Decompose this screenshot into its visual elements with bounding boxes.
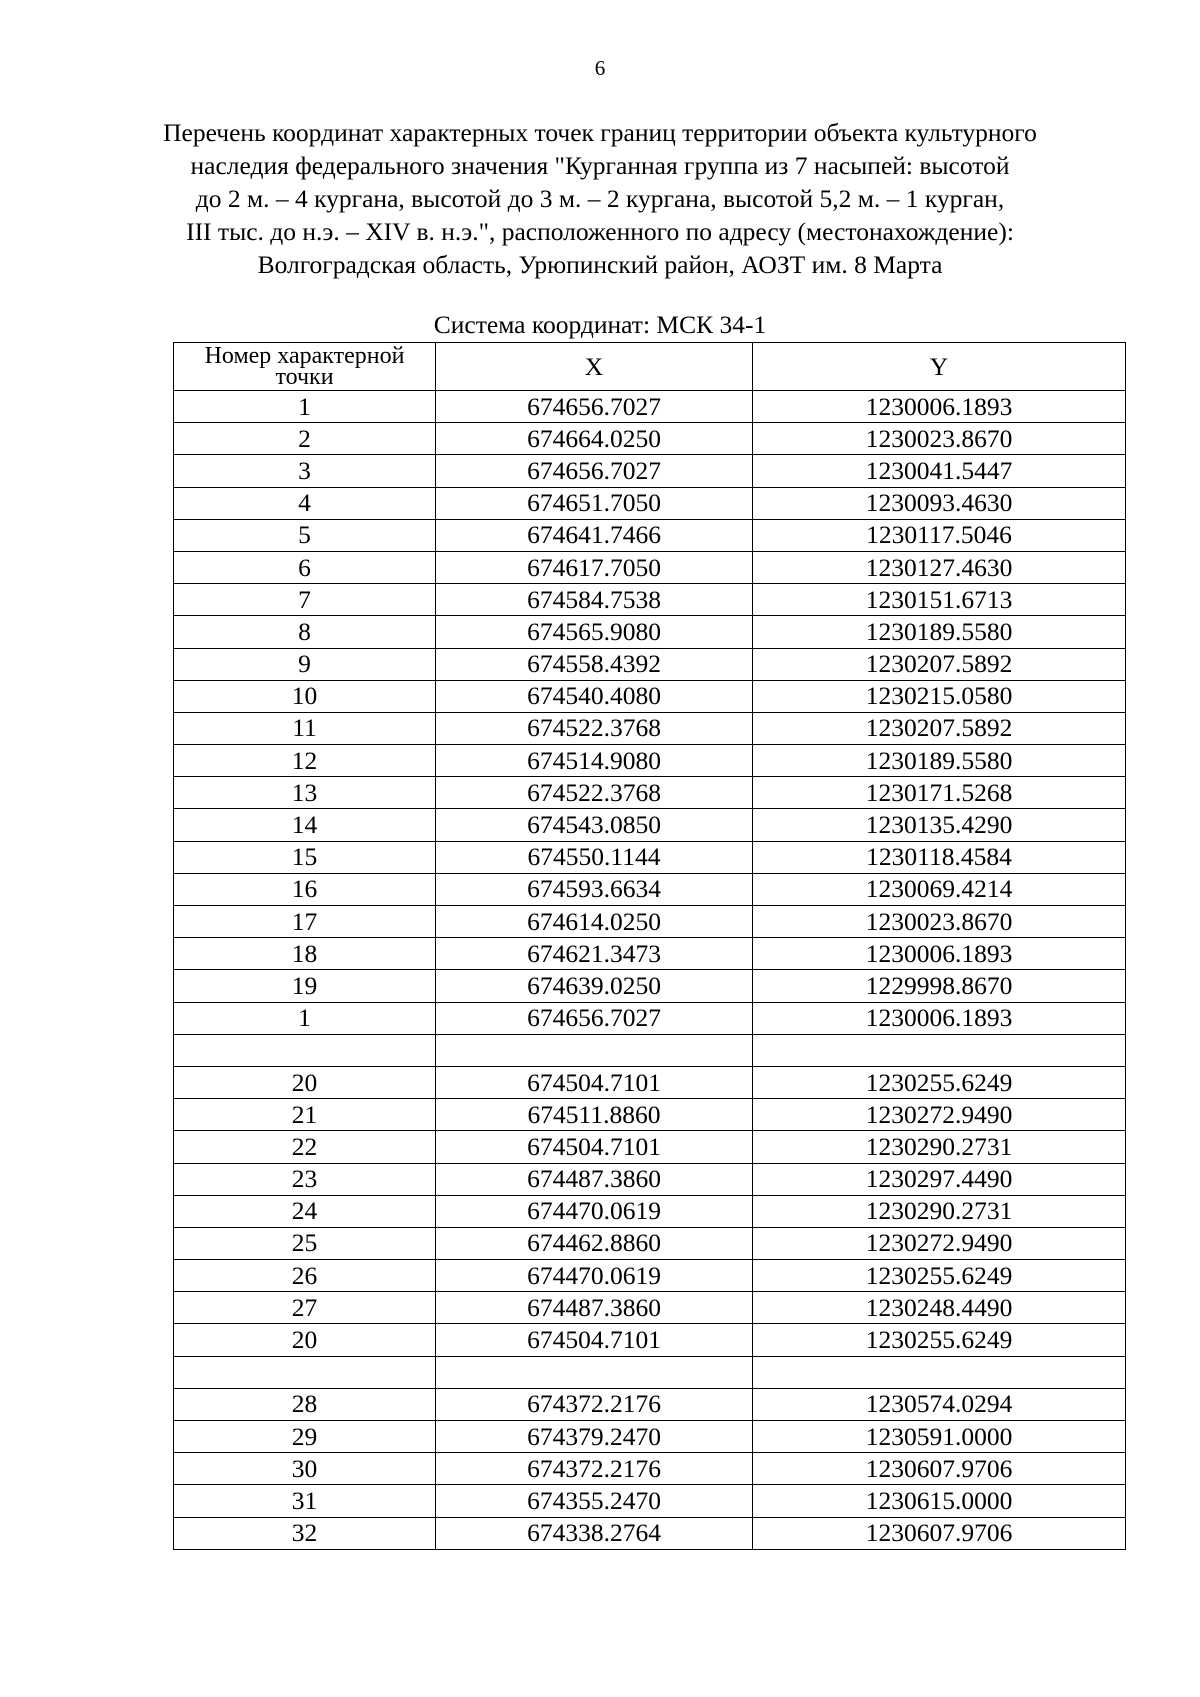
point-number-cell: 24	[174, 1195, 436, 1227]
table-row	[174, 519, 1126, 551]
table-row	[174, 809, 1126, 841]
y-cell: 1230041.5447	[753, 455, 1126, 487]
x-cell: 674651.7050	[436, 487, 753, 519]
x-cell: 674656.7027	[436, 1002, 753, 1034]
point-number-cell: 29	[174, 1421, 436, 1453]
page-number: 6	[594, 56, 606, 80]
table-row	[174, 712, 1126, 744]
x-cell: 674338.2764	[436, 1517, 753, 1549]
y-cell: 1230607.9706	[753, 1453, 1126, 1485]
point-number-cell: 12	[174, 745, 436, 777]
document-heading	[160, 116, 1040, 281]
x-cell: 674511.8860	[436, 1099, 753, 1131]
point-number-cell: 20	[174, 1066, 436, 1098]
table-row	[174, 1002, 1126, 1034]
y-cell: 1230189.5580	[753, 616, 1126, 648]
y-cell: 1230207.5892	[753, 648, 1126, 680]
table-row	[174, 1421, 1126, 1453]
table-row	[174, 455, 1126, 487]
y-cell: 1230118.4584	[753, 841, 1126, 873]
point-number-cell: 21	[174, 1099, 436, 1131]
table-row	[174, 1453, 1126, 1485]
x-cell: 674656.7027	[436, 455, 753, 487]
point-number-cell: 3	[174, 455, 436, 487]
heading-line: до 2 м. – 4 кургана, высотой до 3 м. – 2 кургана, высотой 5,2 м. – 1 курган,	[195, 184, 1005, 213]
point-number-cell: 32	[174, 1517, 436, 1549]
point-number-cell: 4	[174, 487, 436, 519]
point-number-cell	[174, 1356, 436, 1388]
x-cell: 674639.0250	[436, 970, 753, 1002]
x-cell: 674514.9080	[436, 745, 753, 777]
point-number-cell: 1	[174, 1002, 436, 1034]
point-number-cell: 1	[174, 391, 436, 423]
x-cell: 674470.0619	[436, 1195, 753, 1227]
point-number-cell: 25	[174, 1227, 436, 1259]
table-row	[174, 1227, 1126, 1259]
y-cell: 1230248.4490	[753, 1292, 1126, 1324]
coordinate-system-caption: Система координат: МСК 34-1	[433, 310, 767, 339]
header-y: Y	[753, 343, 1126, 391]
y-cell: 1230607.9706	[753, 1517, 1126, 1549]
table-row	[174, 616, 1126, 648]
y-cell: 1230171.5268	[753, 777, 1126, 809]
x-cell: 674540.4080	[436, 680, 753, 712]
point-number-cell: 31	[174, 1485, 436, 1517]
y-cell: 1230006.1893	[753, 1002, 1126, 1034]
y-cell: 1230297.4490	[753, 1163, 1126, 1195]
x-cell: 674372.2176	[436, 1388, 753, 1420]
point-number-cell: 20	[174, 1324, 436, 1356]
point-number-cell: 5	[174, 519, 436, 551]
table-row	[174, 487, 1126, 519]
x-cell: 674355.2470	[436, 1485, 753, 1517]
x-cell	[436, 1034, 753, 1066]
table-row	[174, 841, 1126, 873]
table-row	[174, 1099, 1126, 1131]
table-row	[174, 1131, 1126, 1163]
x-cell: 674550.1144	[436, 841, 753, 873]
x-cell: 674593.6634	[436, 873, 753, 905]
x-cell: 674379.2470	[436, 1421, 753, 1453]
x-cell: 674664.0250	[436, 423, 753, 455]
point-number-cell: 27	[174, 1292, 436, 1324]
point-number-cell: 14	[174, 809, 436, 841]
y-cell: 1229998.8670	[753, 970, 1126, 1002]
y-cell: 1230290.2731	[753, 1131, 1126, 1163]
point-number-cell: 26	[174, 1260, 436, 1292]
point-number-cell: 15	[174, 841, 436, 873]
y-cell: 1230255.6249	[753, 1066, 1126, 1098]
point-number-cell: 13	[174, 777, 436, 809]
y-cell: 1230290.2731	[753, 1195, 1126, 1227]
table-row	[174, 648, 1126, 680]
table-row	[174, 584, 1126, 616]
x-cell: 674614.0250	[436, 906, 753, 938]
table-header-row	[174, 343, 1126, 391]
point-number-cell: 2	[174, 423, 436, 455]
table-row	[174, 970, 1126, 1002]
point-number-cell: 19	[174, 970, 436, 1002]
y-cell: 1230574.0294	[753, 1388, 1126, 1420]
point-number-cell: 23	[174, 1163, 436, 1195]
y-cell: 1230093.4630	[753, 487, 1126, 519]
y-cell: 1230117.5046	[753, 519, 1126, 551]
x-cell: 674372.2176	[436, 1453, 753, 1485]
point-number-cell: 28	[174, 1388, 436, 1420]
x-cell: 674641.7466	[436, 519, 753, 551]
x-cell: 674522.3768	[436, 712, 753, 744]
x-cell	[436, 1356, 753, 1388]
y-cell: 1230189.5580	[753, 745, 1126, 777]
point-number-cell: 9	[174, 648, 436, 680]
y-cell: 1230591.0000	[753, 1421, 1126, 1453]
x-cell: 674558.4392	[436, 648, 753, 680]
point-number-cell: 16	[174, 873, 436, 905]
x-cell: 674504.7101	[436, 1131, 753, 1163]
heading-line: наследия федерального значения "Курганная группа из 7 насыпей: высотой	[190, 151, 1010, 180]
y-cell: 1230069.4214	[753, 873, 1126, 905]
point-number-cell: 30	[174, 1453, 436, 1485]
table-row	[174, 551, 1126, 583]
table-row	[174, 1034, 1126, 1066]
table-row	[174, 1517, 1126, 1549]
point-number-cell: 7	[174, 584, 436, 616]
header-x: X	[436, 343, 753, 391]
x-cell: 674543.0850	[436, 809, 753, 841]
x-cell: 674504.7101	[436, 1324, 753, 1356]
x-cell: 674504.7101	[436, 1066, 753, 1098]
table-row	[174, 423, 1126, 455]
y-cell: 1230255.6249	[753, 1324, 1126, 1356]
point-number-cell: 11	[174, 712, 436, 744]
coordinates-table	[173, 342, 1126, 1550]
y-cell: 1230272.9490	[753, 1227, 1126, 1259]
y-cell: 1230151.6713	[753, 584, 1126, 616]
x-cell: 674617.7050	[436, 551, 753, 583]
y-cell: 1230023.8670	[753, 423, 1126, 455]
point-number-cell: 17	[174, 906, 436, 938]
x-cell: 674470.0619	[436, 1260, 753, 1292]
table-row	[174, 1163, 1126, 1195]
y-cell: 1230272.9490	[753, 1099, 1126, 1131]
y-cell	[753, 1356, 1126, 1388]
table-row	[174, 1324, 1126, 1356]
point-number-cell: 6	[174, 551, 436, 583]
point-number-cell: 8	[174, 616, 436, 648]
y-cell: 1230006.1893	[753, 938, 1126, 970]
y-cell: 1230615.0000	[753, 1485, 1126, 1517]
table-row	[174, 1485, 1126, 1517]
y-cell	[753, 1034, 1126, 1066]
point-number-cell: 22	[174, 1131, 436, 1163]
x-cell: 674487.3860	[436, 1163, 753, 1195]
x-cell: 674487.3860	[436, 1292, 753, 1324]
table-row	[174, 1260, 1126, 1292]
table-row	[174, 873, 1126, 905]
heading-line: Волгоградская область, Урюпинский район, АОЗТ им. 8 Марта	[257, 250, 943, 279]
point-number-cell: 18	[174, 938, 436, 970]
table-row	[174, 777, 1126, 809]
header-point-number: Номер характерной точки	[174, 343, 436, 391]
table-row	[174, 1388, 1126, 1420]
table-row	[174, 938, 1126, 970]
table-row	[174, 1066, 1126, 1098]
y-cell: 1230006.1893	[753, 391, 1126, 423]
point-number-cell	[174, 1034, 436, 1066]
x-cell: 674584.7538	[436, 584, 753, 616]
x-cell: 674522.3768	[436, 777, 753, 809]
table-row	[174, 391, 1126, 423]
table-row	[174, 745, 1126, 777]
y-cell: 1230135.4290	[753, 809, 1126, 841]
y-cell: 1230255.6249	[753, 1260, 1126, 1292]
heading-line: III тыс. до н.э. – XIV в. н.э.", расположенного по адресу (местонахождение):	[186, 217, 1014, 246]
y-cell: 1230215.0580	[753, 680, 1126, 712]
y-cell: 1230127.4630	[753, 551, 1126, 583]
x-cell: 674621.3473	[436, 938, 753, 970]
point-number-cell: 10	[174, 680, 436, 712]
heading-line: Перечень координат характерных точек границ территории объекта культурного	[163, 118, 1037, 147]
x-cell: 674565.9080	[436, 616, 753, 648]
table-row	[174, 680, 1126, 712]
table-row	[174, 906, 1126, 938]
x-cell: 674462.8860	[436, 1227, 753, 1259]
table-row	[174, 1356, 1126, 1388]
table-row	[174, 1292, 1126, 1324]
x-cell: 674656.7027	[436, 391, 753, 423]
y-cell: 1230207.5892	[753, 712, 1126, 744]
y-cell: 1230023.8670	[753, 906, 1126, 938]
table-row	[174, 1195, 1126, 1227]
